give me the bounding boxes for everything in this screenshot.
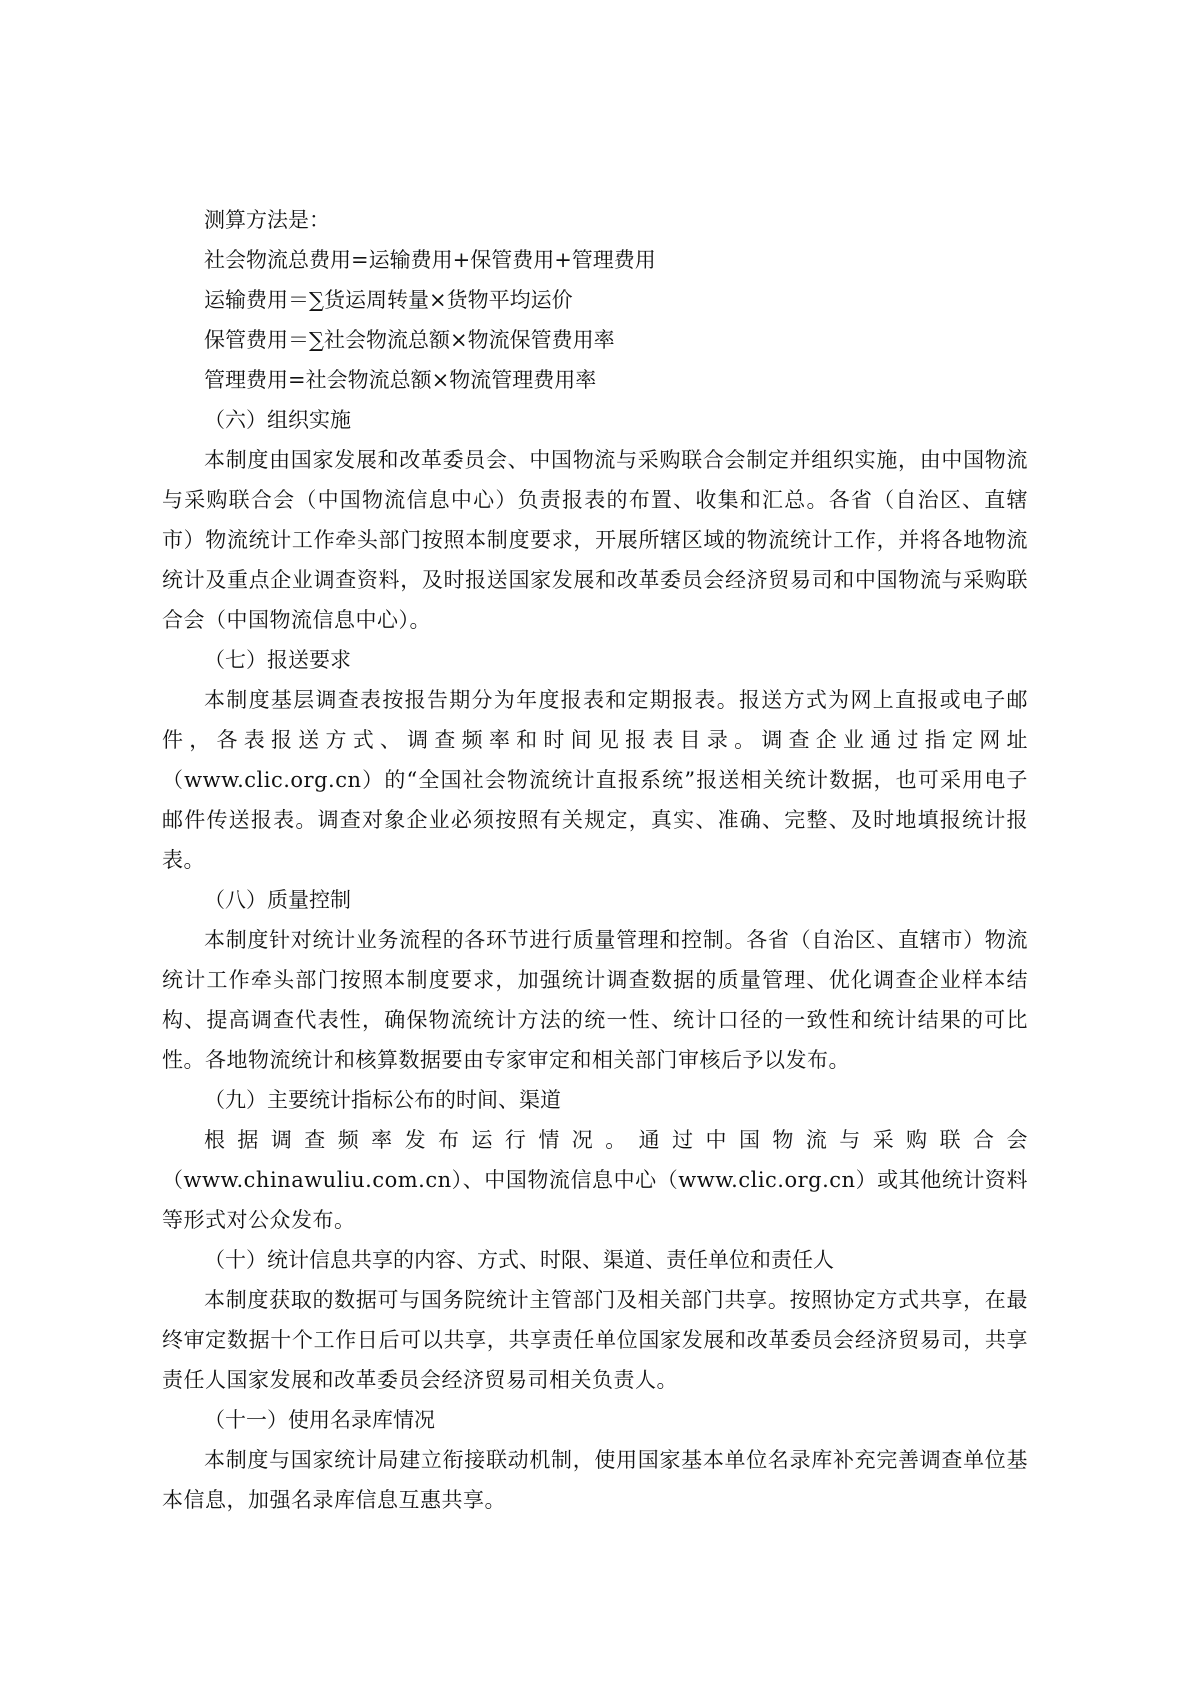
formula-management-cost: 管理费用=社会物流总额×物流管理费用率 bbox=[204, 368, 597, 392]
section-heading: （十）统计信息共享的内容、方式、时限、渠道、责任单位和责任人 bbox=[204, 1248, 834, 1272]
section-heading: （十一）使用名录库情况 bbox=[204, 1408, 435, 1432]
section-heading: （八）质量控制 bbox=[204, 888, 351, 912]
section-paragraph: 本制度由国家发展和改革委员会、中国物流与采购联合会制定并组织实施，由中国物流与采购联合会（中国物流信息中心）负责报表的布置、收集和汇总。各省（自治区、直辖市）物流统计工作牵头部门按照本制度要求，开展所辖区域的物流统计工作，并将各地物流统计及重点企业调查资料，及时报送国家发展和改革委员会经济贸易司和中国物流与采购联合会（中国物流信息中心）。 bbox=[162, 448, 1028, 632]
section-paragraph: 本制度获取的数据可与国务院统计主管部门及相关部门共享。按照协定方式共享，在最终审定数据十个工作日后可以共享，共享责任单位国家发展和改革委员会经济贸易司，共享责任人国家发展和改革委员会经济贸易司相关负责人。 bbox=[162, 1288, 1028, 1392]
document-body bbox=[162, 200, 1028, 1520]
formula-transport-cost: 运输费用＝∑货运周转量×货物平均运价 bbox=[204, 288, 573, 312]
section-paragraph: 本制度与国家统计局建立衔接联动机制，使用国家基本单位名录库补充完善调查单位基本信息，加强名录库信息互惠共享。 bbox=[162, 1448, 1028, 1512]
formula-total-cost: 社会物流总费用=运输费用+保管费用+管理费用 bbox=[204, 248, 656, 272]
section-paragraph: 根据调查频率发布运行情况。通过中国物流与采购联合会（www.chinawuliu.com.cn）、中国物流信息中心（www.clic.org.cn）或其他统计资料等形式对公众发布。 bbox=[162, 1128, 1028, 1232]
section-heading: （九）主要统计指标公布的时间、渠道 bbox=[204, 1088, 561, 1112]
section-paragraph: 本制度针对统计业务流程的各环节进行质量管理和控制。各省（自治区、直辖市）物流统计工作牵头部门按照本制度要求，加强统计调查数据的质量管理、优化调查企业样本结构、提高调查代表性，确保物流统计方法的统一性、统计口径的一致性和统计结果的可比性。各地物流统计和核算数据要由专家审定和相关部门审核后予以发布。 bbox=[162, 928, 1028, 1072]
section-heading: （七）报送要求 bbox=[204, 648, 351, 672]
formula-storage-cost: 保管费用＝∑社会物流总额×物流保管费用率 bbox=[204, 328, 615, 352]
formula-intro: 测算方法是： bbox=[204, 208, 330, 232]
section-paragraph: 本制度基层调查表按报告期分为年度报表和定期报表。报送方式为网上直报或电子邮件，各表报送方式、调查频率和时间见报表目录。调查企业通过指定网址（www.clic.org.cn）的“全国社会物流统计直报系统”报送相关统计数据，也可采用电子邮件传送报表。调查对象企业必须按照有关规定，真实、准确、完整、及时地填报统计报表。 bbox=[162, 688, 1028, 872]
section-heading: （六）组织实施 bbox=[204, 408, 351, 432]
